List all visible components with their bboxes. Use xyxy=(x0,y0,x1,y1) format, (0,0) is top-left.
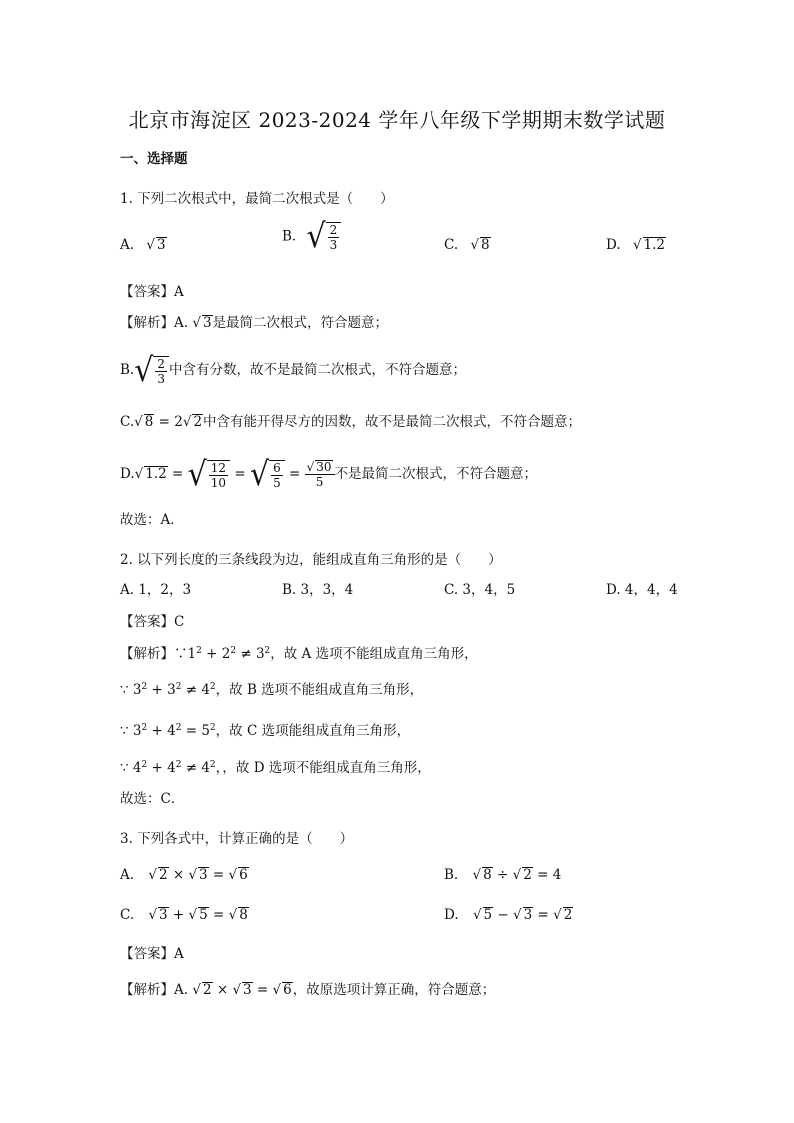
q1-explanation-b: B. √ $\frac{2}{3}$ 中含有分数，故不是最简二次根式，不符合题意； xyxy=(120,350,466,390)
q1-answer: 【答案】A xyxy=(120,284,184,300)
q2-conclusion: 故选：C． xyxy=(120,791,185,807)
q2-option-b: B. 3，3，4 xyxy=(282,582,354,598)
q3-option-b: B. √ 8 ÷ √ 2 = 4 xyxy=(444,867,562,883)
q2-explanation-2: ∵ $3^2 + 3^2 \ne 4^2$，故 B 选项不能组成直角三角形， xyxy=(120,682,424,698)
question-1-stem: 1. 下列二次根式中，最简二次根式是（ ） xyxy=(120,191,394,207)
q1-option-b: B. √ $\frac{2}{3}$ xyxy=(282,222,341,252)
section-heading: 一、选择题 xyxy=(120,151,188,167)
page-title: 北京市海淀区 2023-2024 学年八年级下学期期末数学试题 xyxy=(128,108,666,132)
q3-explanation-a: 【解析】A. √ 2 × √ 3 = √ 6，故原选项计算正确，符合题意； xyxy=(120,982,496,998)
q1-option-a: A. √ 3 xyxy=(120,237,166,253)
q2-option-a: A. 1，2，3 xyxy=(120,582,192,598)
q1-explanation-c: C.√ 8 = 2√ 2中含有能开得尽方的因数，故不是最简二次根式，不符合题意； xyxy=(120,414,582,430)
q3-answer: 【答案】A xyxy=(120,946,184,962)
question-2-stem: 2. 以下列长度的三条线段为边，能组成直角三角形的是（ ） xyxy=(120,552,502,568)
q2-answer: 【答案】C xyxy=(120,614,185,630)
q1-conclusion: 故选：A． xyxy=(120,512,184,528)
q2-explanation-3: ∵ $3^2 + 4^2 = 5^2$，故 C 选项能组成直角三角形， xyxy=(120,723,411,739)
q2-explanation-1: 【解析】$\because 1^2 + 2^2 \ne 3^2$，故 A 选项不能组成直角三角形， xyxy=(120,646,478,662)
q1-option-d: D. √ 1.2 xyxy=(606,237,666,253)
q2-option-d: D. 4，4，4 xyxy=(606,582,678,598)
q2-explanation-4: ∵ $4^2 + 4^2 \ne 4^2$，，故 D 选项不能组成直角三角形， xyxy=(120,760,431,776)
q1-explanation-d: D.√ 1.2 = √ $\frac{12}{10}$ = √ $\frac{6}{5}$ = $\frac{√ 30}{5}$ 不是最简二次根式，不符合题意； xyxy=(120,454,538,494)
q2-option-c: C. 3，4，5 xyxy=(444,582,516,598)
q3-option-d: D. √ 5 − √ 3 = √ 2 xyxy=(444,907,573,923)
q1-explanation-a: 【解析】A. √ 3是最简二次根式，符合题意； xyxy=(120,315,389,331)
question-3-stem: 3. 下列各式中，计算正确的是（ ） xyxy=(120,831,354,847)
q3-option-c: C. √ 3 + √ 5 = √ 8 xyxy=(120,907,248,923)
q3-option-a: A. √ 2 × √ 3 = √ 6 xyxy=(120,867,248,883)
q1-option-c: C. √ 8 xyxy=(444,237,490,253)
